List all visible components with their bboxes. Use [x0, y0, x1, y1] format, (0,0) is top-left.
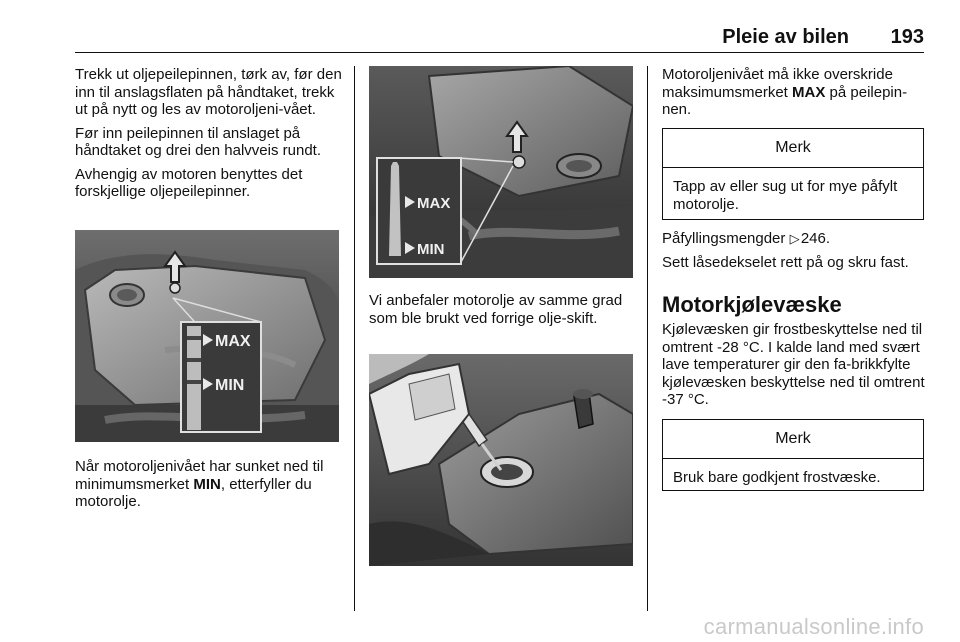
- max-mark-label: MAX: [417, 195, 451, 212]
- paragraph-coolant-protection: Kjølevæsken gir frostbeskyttelse ned til omtrent -28 °C. I kalde land med svært lave temperaturer gir den fa-brikkfylte kjølevæsken beskyttelse ned til omtrent -37 °C.: [662, 321, 925, 408]
- paragraph-lock-cover: Sett låsedekselet rett på og skru fast.: [662, 253, 909, 271]
- page-header: [75, 26, 924, 52]
- note-body: Tapp av eller sug ut for mye påfylt motorolje.: [673, 178, 898, 213]
- engine-dipstick-illustration-2: [369, 66, 633, 278]
- column-1: [75, 66, 343, 207]
- oil-pouring-illustration: [369, 354, 633, 566]
- engine-dipstick-illustration-1: [75, 230, 339, 442]
- note-box-coolant: [662, 419, 924, 491]
- paragraph-dipstick-types: Avhengig av motoren benyttes det forskjellige oljepeilepinner.: [75, 165, 303, 200]
- page-number: 193: [890, 26, 924, 48]
- header-rule: [75, 52, 924, 53]
- paragraph-max-warning: Motoroljenivået må ikke overskride maksimumsmerket MAX på peilepin-nen.: [662, 66, 908, 118]
- paragraph-dipstick-read: Trekk ut oljepeilepinnen, tørk av, før den inn til anslagsflaten på håndtaket, trekk ut på nytt og les av motoroljeni-vået.: [75, 66, 342, 118]
- page-reference-icon[interactable]: ▷: [789, 231, 800, 246]
- paragraph-oil-grade: Vi anbefaler motorolje av samme grad som ble brukt ved forrige olje-skift.: [369, 292, 623, 327]
- paragraph-refill-oil: Når motoroljenivået har sunket ned til minimumsmerket MIN, etterfyller du motorolje.: [75, 458, 324, 510]
- column-3: [662, 66, 924, 125]
- column-divider-1: [354, 66, 355, 611]
- column-2-text: [369, 292, 635, 333]
- note-title: Merk: [663, 129, 923, 168]
- page-reference[interactable]: 246: [800, 230, 826, 247]
- max-mark-label: MAX: [215, 333, 251, 350]
- paragraph-fill-quantities: Påfyllingsmengder ▷ 246.: [662, 230, 831, 247]
- note-title: Merk: [663, 420, 923, 459]
- column-divider-2: [647, 66, 648, 611]
- column-1-lower: [75, 458, 347, 517]
- paragraph-dipstick-insert: Før inn peilepinnen til anslaget på håndtaket og drei den halvveis rundt.: [75, 124, 321, 159]
- column-3-middle: [662, 230, 930, 277]
- watermark: carmanualsonline.info: [703, 614, 924, 639]
- page-title: Pleie av bilen: [722, 26, 849, 48]
- max-term: MAX: [792, 83, 826, 101]
- note-body: Bruk bare godkjent frostvæske.: [673, 469, 881, 486]
- column-3-coolant: [662, 321, 928, 415]
- min-term: MIN: [193, 475, 221, 493]
- min-mark-label: MIN: [215, 377, 245, 394]
- note-box-oil: [662, 128, 924, 220]
- min-mark-label: MIN: [417, 241, 445, 258]
- section-heading-coolant: Motorkjølevæske: [662, 292, 842, 317]
